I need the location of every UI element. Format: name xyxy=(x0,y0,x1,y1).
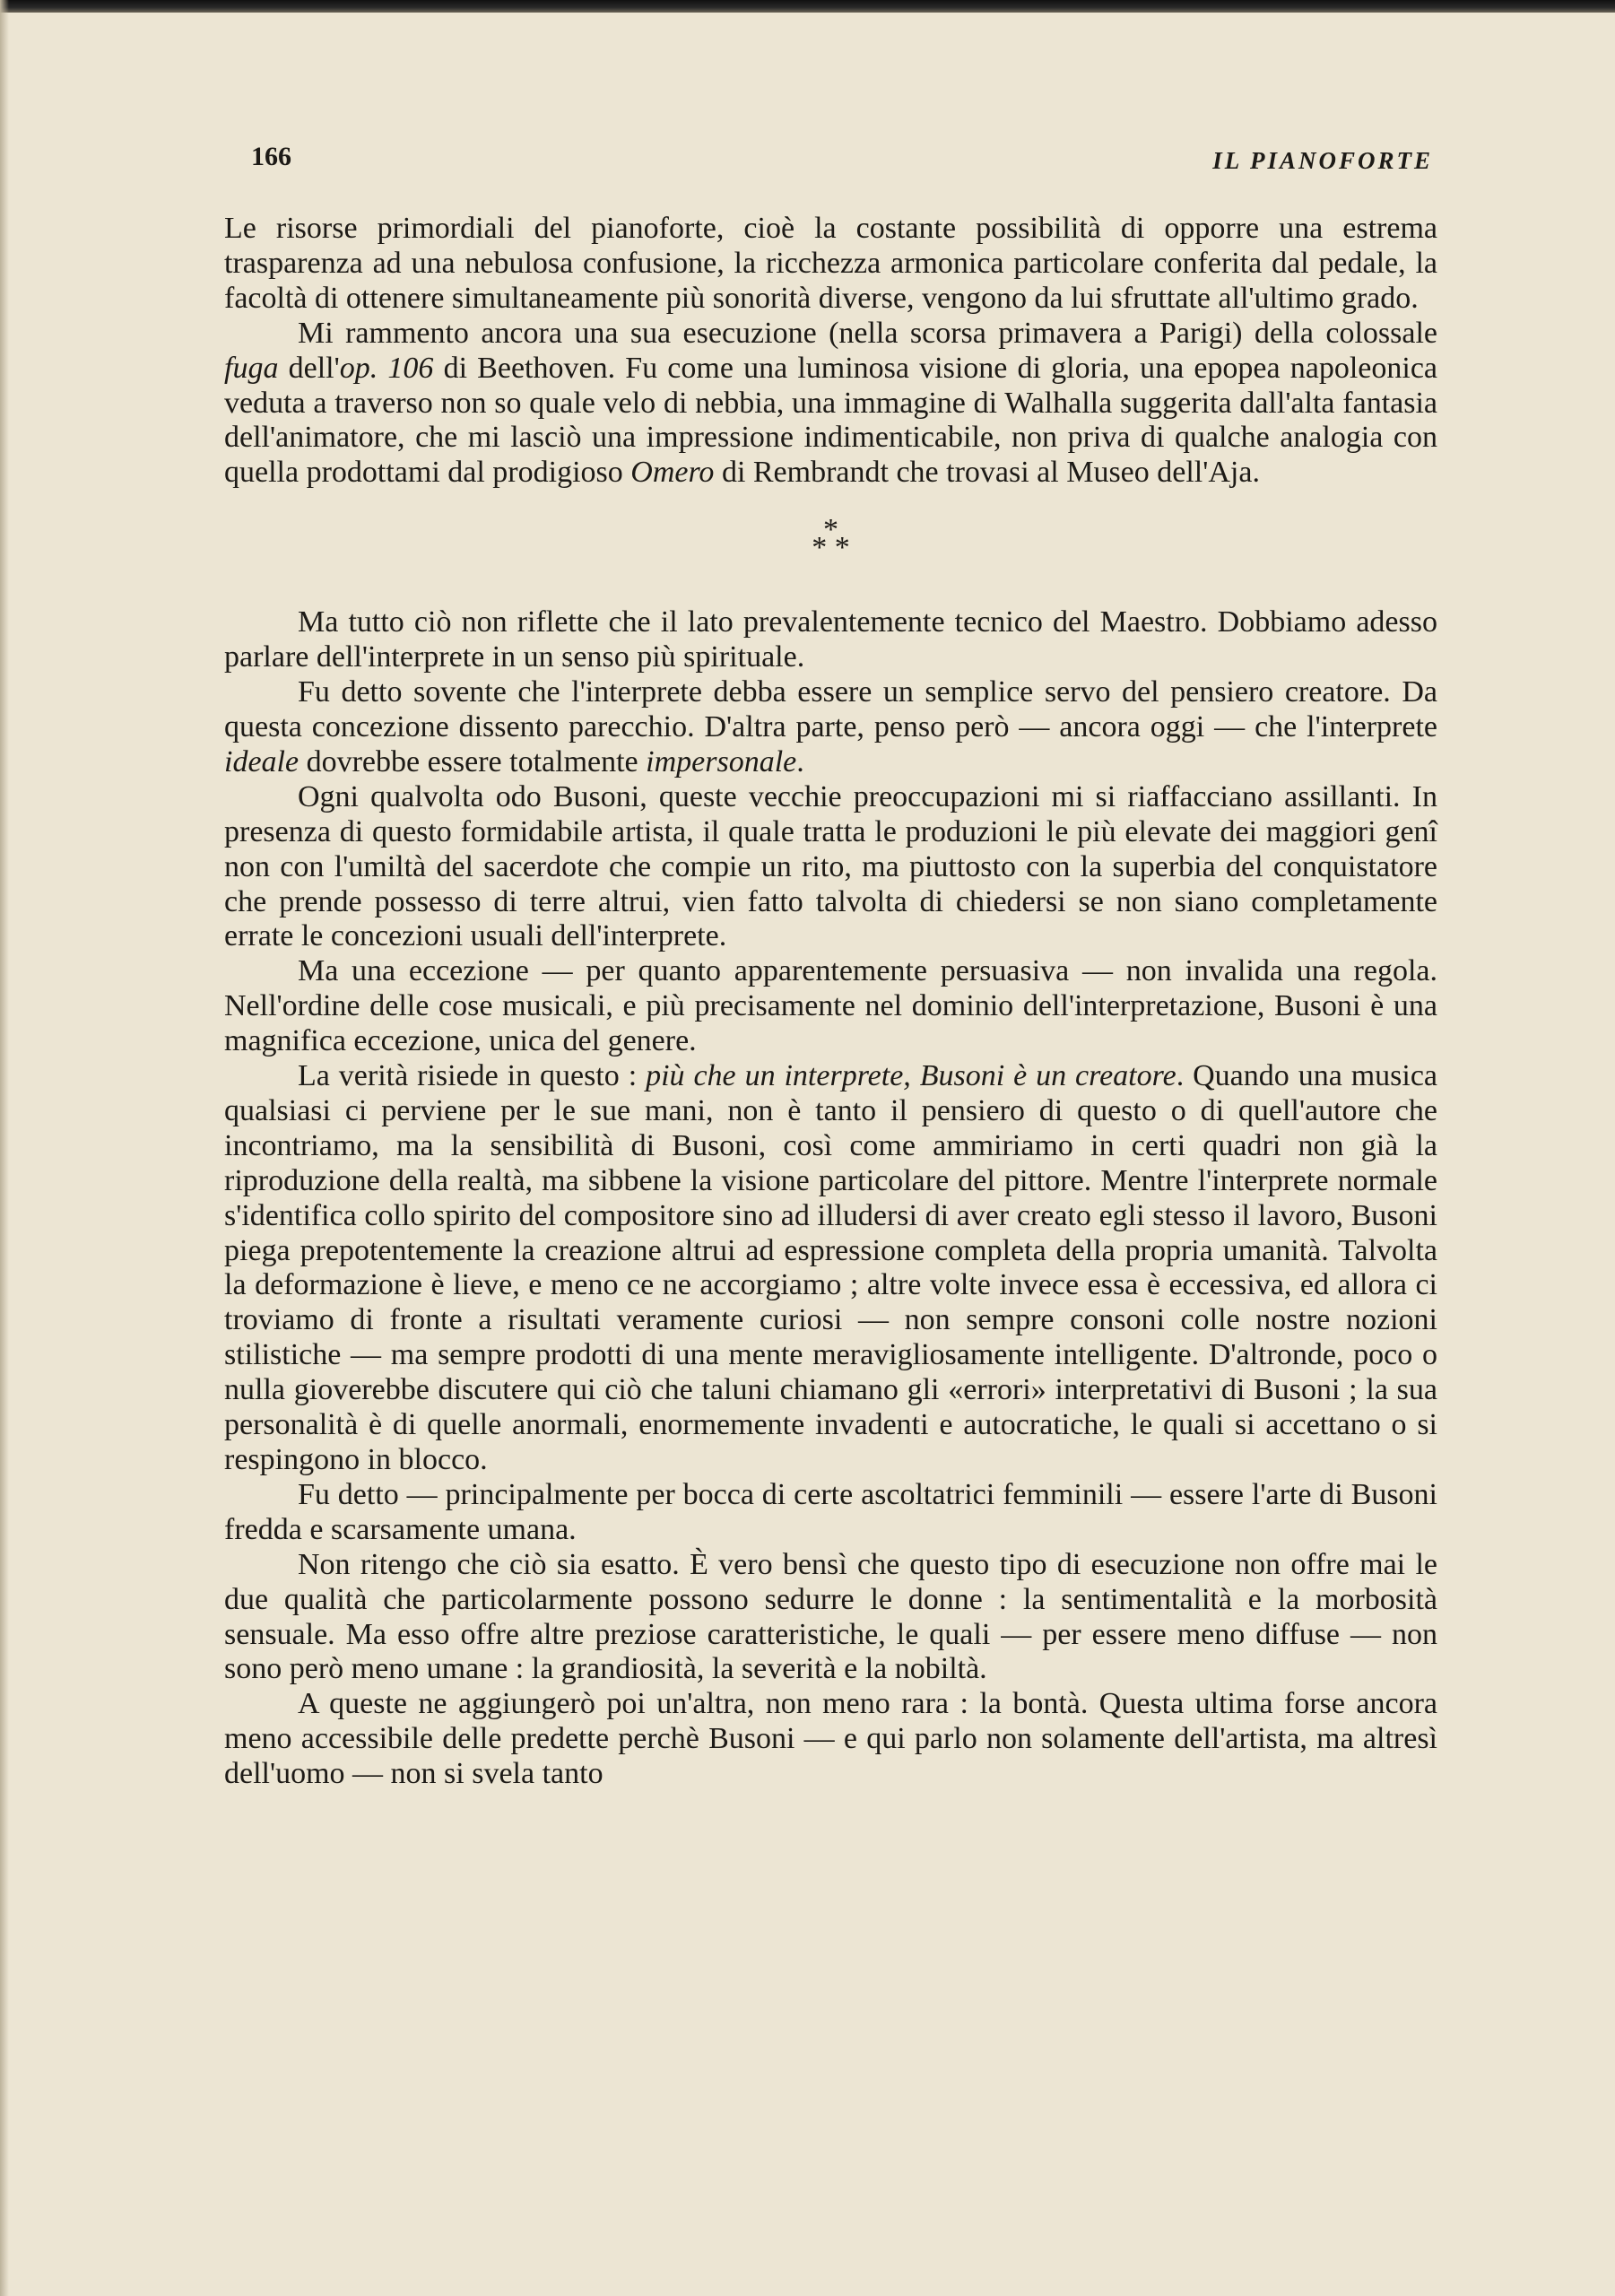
italic-run: fuga xyxy=(224,351,279,385)
text-run: Non ritengo che ciò sia esatto. È vero bensì che questo tipo di esecuzione non offre mai le due qualità che particolarmente possono sedurre le donne : la sentimentalità e la morbosità sensuale. Ma esso offre altre preziose caratteristiche, le quali — per essere meno diffuse — non sono però meno umane : la grandiosità, la severità e la nobiltà. xyxy=(224,1547,1437,1686)
text-run: Le risorse primordiali del pianoforte, cioè la costante possibilità di opporre una estrema trasparenza ad una nebulosa confusione, la ricchezza armonica particolare conferita dal pedale, la facoltà di ottenere simultaneamente più sonorità diverse, vengono da lui sfruttate all'ultimo grado. xyxy=(224,212,1437,315)
text-run: La verità risiede in questo : xyxy=(298,1059,647,1093)
paragraph xyxy=(224,675,1437,780)
body-text xyxy=(224,212,1437,1792)
text-run: Fu detto — principalmente per bocca di certe ascoltatrici femminili — essere l'arte di Busoni fredda e scarsamente umana. xyxy=(224,1477,1437,1546)
paragraph xyxy=(224,605,1437,675)
italic-run: più che un interprete, Busoni è un creatore xyxy=(646,1059,1177,1093)
running-head: IL PIANOFORTE xyxy=(1212,147,1433,174)
text-run: Ma una eccezione — per quanto apparentemente persuasiva — non invalida una regola. Nell'ordine delle cose musicali, e più precisamente nel dominio dell'interpretazione, Busoni è una magnifica eccezione, unica del genere. xyxy=(224,954,1437,1058)
asterism-glyphs: * * * xyxy=(812,513,850,565)
paragraph xyxy=(224,780,1437,955)
italic-run: impersonale xyxy=(646,744,797,778)
paragraph xyxy=(224,317,1437,491)
italic-run: ideale xyxy=(224,744,300,778)
paragraph xyxy=(224,1059,1437,1478)
text-run: A queste ne aggiungerò poi un'altra, non meno rara : la bontà. Questa ultima forse ancora meno accessibile delle predette perchè Busoni — e qui parlo non solamente dell'artista, ma altresì dell'uomo — non si svela tanto xyxy=(224,1687,1437,1791)
text-run: di Rembrandt che trovasi al Museo dell'Aja. xyxy=(714,456,1260,490)
text-run: Mi rammento ancora una sua esecuzione (nella scorsa primavera a Parigi) della colossale xyxy=(298,316,1437,350)
italic-run: Omero xyxy=(630,456,715,490)
paragraph xyxy=(224,954,1437,1059)
text-run: dovrebbe essere totalmente xyxy=(299,744,647,778)
page-number: 166 xyxy=(251,142,291,171)
italic-run: op. 106 xyxy=(339,351,434,385)
text-run: dell' xyxy=(278,351,340,385)
text-run: di Beethoven. Fu come una luminosa visione di gloria, una epopea napoleonica veduta a traverso non so quale velo di nebbia, una immagine di Walhalla suggerita dall'alta fantasia dell'animatore, che mi lasciò una impressione indimenticabile, non priva di qualche analogia con quella prodottami dal prodigioso xyxy=(224,351,1438,490)
text-run: . xyxy=(796,744,804,778)
paragraph xyxy=(224,212,1437,317)
scan-left-shadow xyxy=(0,0,9,2296)
section-break-asterism xyxy=(224,491,1437,605)
text-run: . Quando una musica qualsiasi ci perviene per le sue mani, non è tanto il pensiero di questo o di quell'autore che incontriamo, ma la sensibilità di Busoni, così come ammiriamo in certi quadri non già la riproduzione della realtà, ma sibbene la visione particolare del pittore. Mentre l'interprete normale s'identifica collo spirito del compositore sino ad illudersi di aver creato egli stesso il lavoro, Busoni piega prepotentemente la creazione altrui ad espressione completa della propria umanità. Talvolta la deformazione è lieve, e meno ce ne accorgiamo ; altre volte invece essa è eccessiva, ed allora ci troviamo di fronte a risultati veramente curiosi — non sempre consoni colle nostre nozioni stilistiche — ma sempre prodotti di una mente meravigliosamente intelligente. D'altronde, poco o nulla gioverebbe discutere qui ciò che taluni chiamano gli «errori» interpretativi di Busoni ; la sua personalità è di quelle anormali, enormemente invadenti e autocratiche, le quali si accettano o si respingono in blocco. xyxy=(224,1059,1438,1476)
paragraph xyxy=(224,1548,1437,1688)
text-run: Ogni qualvolta odo Busoni, queste vecchie preoccupazioni mi si riaffacciano assillanti. In presenza di questo formidabile artista, il quale tratta le produzioni le più elevate dei maggiori genî non con l'umiltà del sacerdote che compie un rito, ma piuttosto con la superbia del conquistatore che prende possesso di terre altrui, vien fatto talvolta di chiedersi se non siano completamente errate le concezioni usuali dell'interprete. xyxy=(224,779,1437,953)
text-run: Ma tutto ciò non riflette che il lato prevalentemente tecnico del Maestro. Dobbiamo adesso parlare dell'interprete in un senso più spirituale. xyxy=(224,605,1437,674)
text-run: Fu detto sovente che l'interprete debba essere un semplice servo del pensiero creatore. Da questa concezione dissento parecchio. D'altra parte, penso però — ancora oggi — che l'interprete xyxy=(224,675,1437,744)
paragraph xyxy=(224,1478,1437,1548)
paragraph xyxy=(224,1687,1437,1792)
scan-top-edge xyxy=(0,0,1615,13)
